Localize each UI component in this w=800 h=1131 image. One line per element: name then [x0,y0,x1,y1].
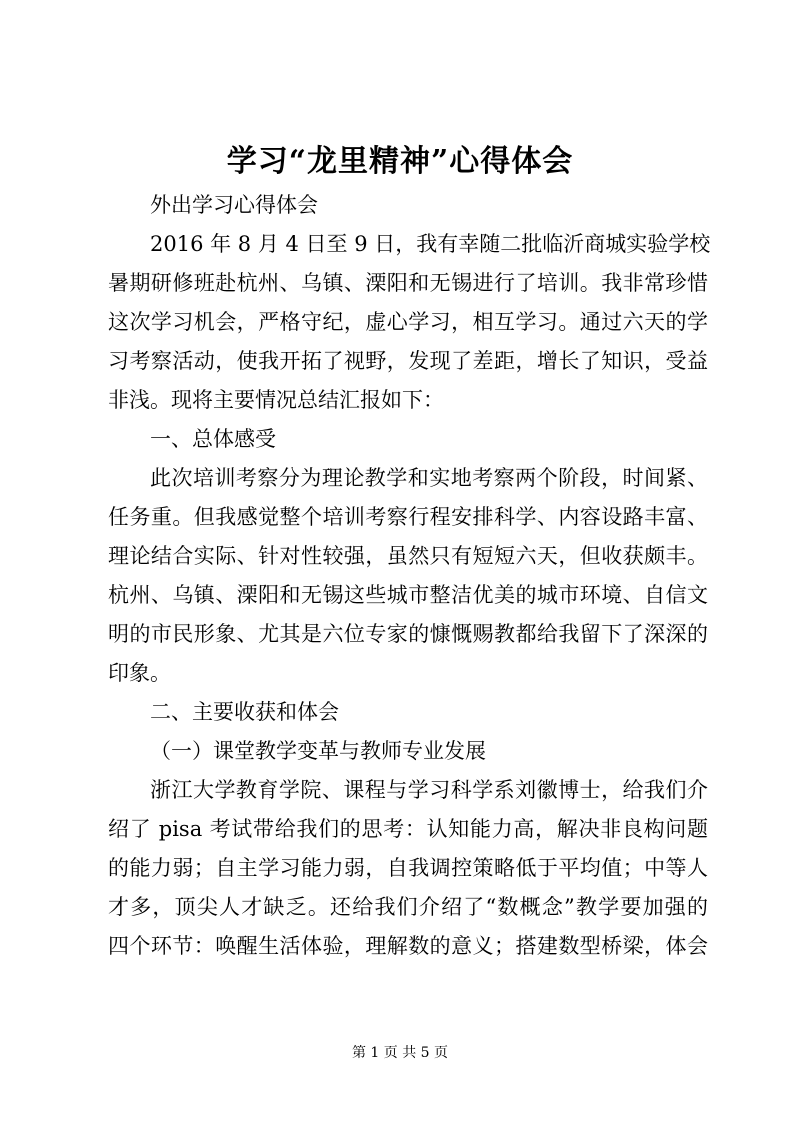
text-line: 这次学习机会，严格守纪，虚心学习，相互学习。通过六天的学 [108,310,708,334]
page-title: 学习“龙里精神”心得体会 [226,144,574,179]
text-line: 四个环节：唤醒生活体验，理解数的意义；搭建数型桥梁，体会 [108,934,708,958]
text-line: 明的市民形象、尤其是六位专家的慷慨赐教都给我留下了深深的 [108,622,708,646]
text-line: 暑期研修班赴杭州、乌镇、溧阳和无锡进行了培训。我非常珍惜 [108,271,708,295]
text-line: 的能力弱；自主学习能力弱，自我调控策略低于平均值；中等人 [108,856,708,880]
section-heading: 二、主要收获和体会 [150,700,339,724]
text-line: 习考察活动，使我开拓了视野，发现了差距，增长了知识，受益 [108,349,708,373]
text-line: 非浅。现将主要情况总结汇报如下： [108,388,444,412]
text-line: 外出学习心得体会 [150,193,318,217]
subsection-heading: （一）课堂教学变革与教师专业发展 [150,739,486,763]
text-line: 2016 年 8 月 4 日至 9 日，我有幸随二批临沂商城实验学校 [150,232,711,256]
text-line: 才多，顶尖人才缺乏。还给我们介绍了“数概念”教学要加强的 [108,895,708,919]
text-line: 任务重。但我感觉整个培训考察行程安排科学、内容设路丰富、 [108,505,708,529]
page-footer: 第 1 页 共 5 页 [351,1045,449,1061]
document-body [108,186,711,966]
text-line: 杭州、乌镇、溧阳和无锡这些城市整洁优美的城市环境、自信文 [108,583,708,607]
text-line: 印象。 [108,661,171,685]
text-line: 此次培训考察分为理论教学和实地考察两个阶段，时间紧、 [150,466,708,490]
text-line: 浙江大学教育学院、课程与学习科学系刘徽博士，给我们介 [150,778,708,802]
section-heading: 一、总体感受 [150,427,276,451]
text-line: 绍了 pisa 考试带给我们的思考：认知能力高，解决非良构问题 [108,817,708,841]
text-line: 理论结合实际、针对性较强，虽然只有短短六天，但收获颇丰。 [108,544,708,568]
